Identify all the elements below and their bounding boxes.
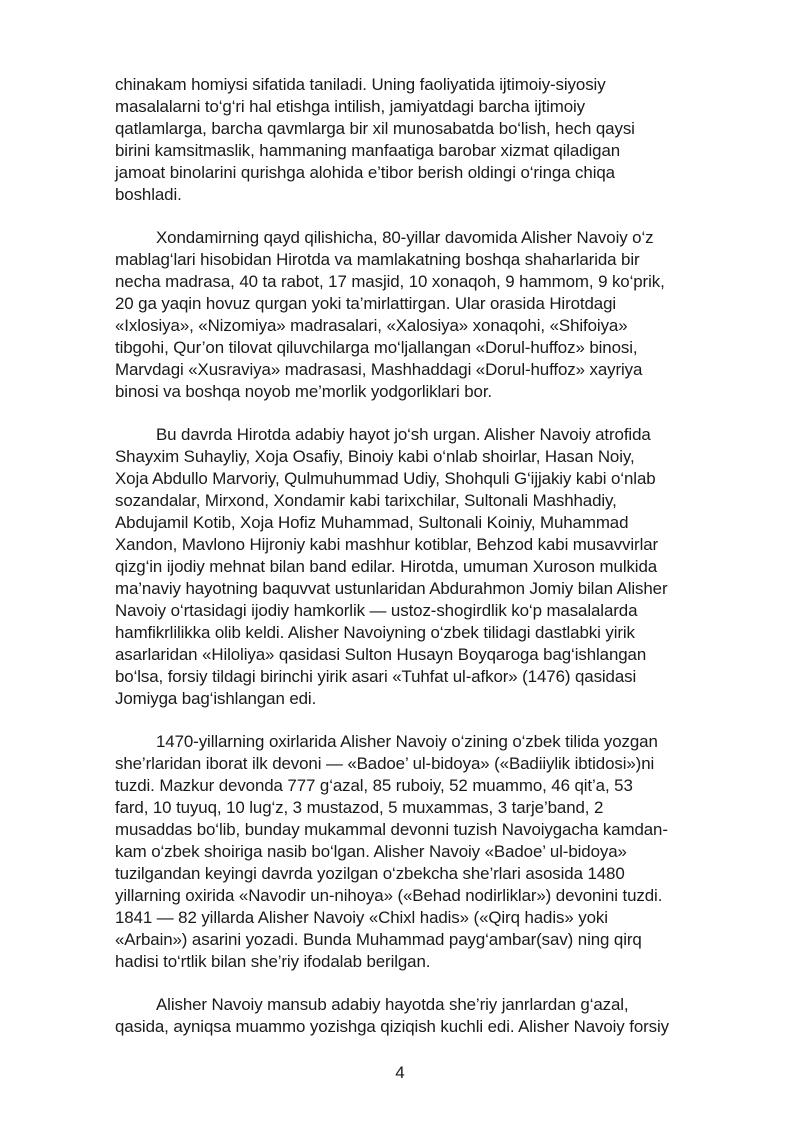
text-line: asarlaridan «Hiloliya» qasidasi Sulton Husayn Boyqaroga bag‘ishlangan	[115, 645, 647, 664]
text-line: masalalarni to‘g‘ri hal etishga intilish, jamiyatdagi barcha ijtimoiy	[115, 97, 586, 116]
paragraph-janrlar	[115, 994, 745, 1038]
page-number: 4	[395, 1063, 405, 1082]
text-line: qatlamlarga, barcha qavmlarga bir xil munosabatda bo‘lish, hech qaysi	[115, 119, 635, 138]
text-line: Xoja Abdullo Marvoriy, Qulmuhummad Udiy, Shohquli G‘ijjakiy kabi o‘nlab	[115, 469, 656, 488]
text-line: Abdujamil Kotib, Xoja Hofiz Muhammad, Sultonali Koiniy, Muhammad	[115, 513, 629, 532]
text-line: «Ixlosiya», «Nizomiya» madrasalari, «Xalosiya» xonaqohi, «Shifoiya»	[115, 316, 628, 335]
paragraph-adabiy-hayot	[115, 424, 745, 710]
paragraph-devon	[115, 731, 745, 973]
text-line: hamfikrlilikka olib keldi. Alisher Navoiyning o‘zbek tilidagi dastlabki yirik	[115, 623, 635, 642]
text-line: Shayxim Suhayliy, Xoja Osafiy, Binoiy kabi o‘nlab shoirlar, Hasan Noiy,	[115, 447, 635, 466]
text-line: tuzdi. Mazkur devonda 777 g‘azal, 85 ruboiy, 52 muammo, 46 qit’a, 53	[115, 776, 633, 795]
text-line: binosi va boshqa noyob me’morlik yodgorliklari bor.	[115, 382, 493, 401]
text-line: Navoiy o‘rtasidagi ijodiy hamkorlik — ustoz-shogirdlik ko‘p masalalarda	[115, 601, 638, 620]
text-line: «Arbain») asarini yozadi. Bunda Muhammad payg‘ambar(sav) ning qirq	[115, 930, 642, 949]
text-line: 1841 — 82 yillarda Alisher Navoiy «Chixl hadis» («Qirq hadis» yoki	[115, 908, 608, 927]
text-line: Marvdagi «Xusraviya» madrasasi, Mashhaddagi «Dorul-huffoz» xayriya	[115, 360, 643, 379]
text-line: necha madrasa, 40 ta rabot, 17 masjid, 10 xonaqoh, 9 hammom, 9 ko‘prik,	[115, 272, 665, 291]
text-line: tibgohi, Qur’on tilovat qiluvchilarga mo‘ljallangan «Dorul-huffoz» binosi,	[115, 338, 638, 357]
text-line: jamoat binolarini qurishga alohida e’tibor berish oldingi o‘ringa chiqa	[115, 163, 615, 182]
text-line: Alisher Navoiy mansub adabiy hayotda she’riy janrlardan g‘azal,	[156, 995, 629, 1014]
text-line: hadisi to‘rtlik bilan she’riy ifodalab berilgan.	[115, 952, 431, 971]
text-line: qasida, ayniqsa muammo yozishga qiziqish kuchli edi. Alisher Navoiy forsiy	[115, 1017, 669, 1036]
text-line: sozandalar, Mirxond, Xondamir kabi tarixchilar, Sultonali Mashhadiy,	[115, 491, 617, 510]
text-line: ma’naviy hayotning baquvvat ustunlaridan Abdurahmon Jomiy bilan Alisher	[115, 579, 668, 598]
text-line: 20 ga yaqin hovuz qurgan yoki ta’mirlattirgan. Ular orasida Hirotdagi	[115, 294, 617, 313]
text-line: qizg‘in ijodiy mehnat bilan band edilar. Hirotda, umuman Xuroson mulkida	[115, 557, 658, 576]
text-line: Xandon, Mavlono Hijroniy kabi mashhur kotiblar, Behzod kabi musavvirlar	[115, 535, 659, 554]
text-line: chinakam homiysi sifatida taniladi. Uning faoliyatida ijtimoiy-siyosiy	[115, 75, 606, 94]
text-line: bo‘lsa, forsiy tildagi birinchi yirik asari «Tuhfat ul-afkor» (1476) qasidasi	[115, 667, 637, 686]
text-line: tuzilgandan keyingi davrda yozilgan o‘zbekcha she’rlari asosida 1480	[115, 864, 625, 883]
text-line: 1470-yillarning oxirlarida Alisher Navoiy o‘zining o‘zbek tilida yozgan	[156, 732, 658, 751]
text-line: Bu davrda Hirotda adabiy hayot jo‘sh urgan. Alisher Navoiy atrofida	[156, 425, 651, 444]
text-line: Jomiyga bag‘ishlangan edi.	[115, 689, 317, 708]
paragraph-xondamir	[115, 227, 745, 403]
text-line: fard, 10 tuyuq, 10 lug‘z, 3 mustazod, 5 muxammas, 3 tarje’band, 2	[115, 798, 604, 817]
document-page	[115, 74, 745, 1059]
text-line: birini kamsitmaslik, hammaning manfaatiga barobar xizmat qiladigan	[115, 141, 621, 160]
text-line: musaddas bo‘lib, bunday mukammal devonni tuzish Navoiygacha kamdan-	[115, 820, 668, 839]
text-line: she’rlaridan iborat ilk devoni — «Badoe’ ul-bidoya» («Badiiylik ibtidosi»)ni	[115, 754, 655, 773]
text-line: yillarning oxirida «Navodir un-nihoya» («Behad nodirliklar») devonini tuzdi.	[115, 886, 663, 905]
text-line: boshladi.	[115, 185, 182, 204]
text-line: kam o‘zbek shoiriga nasib bo‘lgan. Alisher Navoiy «Badoe’ ul-bidoya»	[115, 842, 627, 861]
text-line: mablag‘lari hisobidan Hirotda va mamlakatning boshqa shaharlarida bir	[115, 250, 640, 269]
paragraph-continuation	[115, 74, 745, 206]
text-line: Xondamirning qayd qilishicha, 80-yillar davomida Alisher Navoiy o‘z	[156, 228, 654, 247]
